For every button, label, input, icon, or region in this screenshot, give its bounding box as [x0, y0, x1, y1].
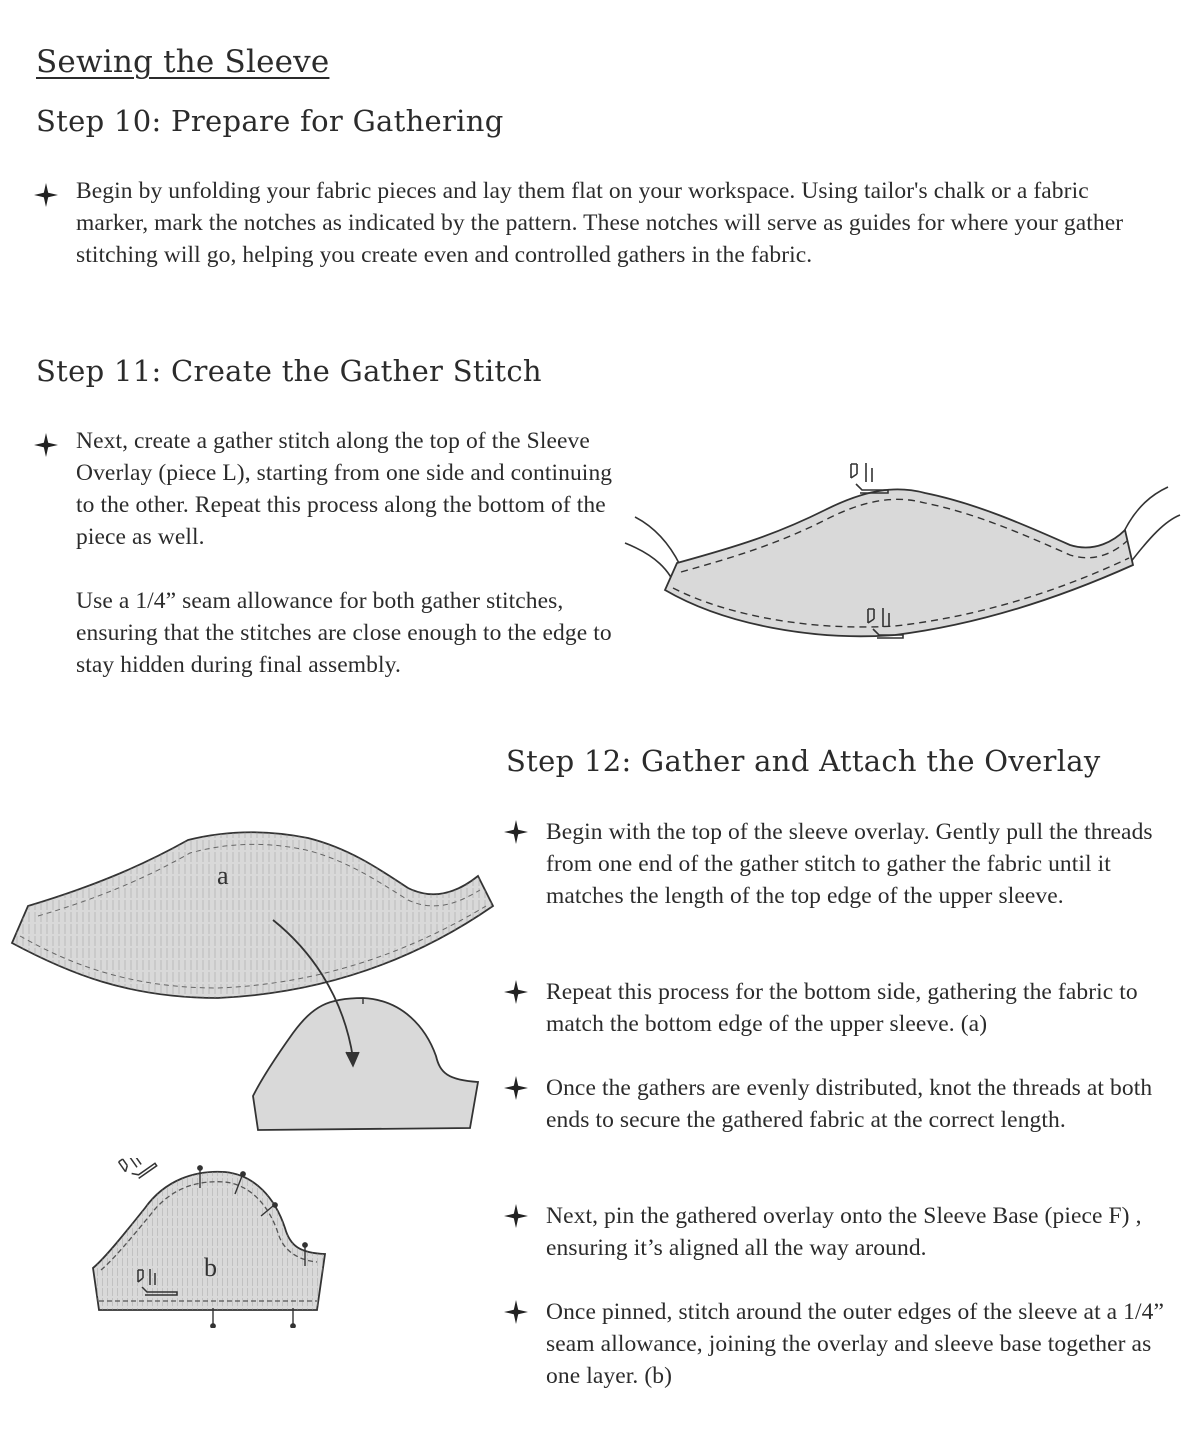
step-12-title: Step 12: Gather and Attach the Overlay [506, 744, 1101, 778]
step-12-item-5: Once pinned, stitch around the outer edges of the sleeve at a 1/4” seam allowance, joining the overlay and sleeve base together as one layer. (b) [546, 1299, 1165, 1389]
stitched-sleeve-illustration [85, 1158, 335, 1328]
section-title: Sewing the Sleeve [36, 44, 330, 80]
step-10-text [76, 175, 1156, 271]
step-11-title: Step 11: Create the Gather Stitch [36, 354, 542, 388]
gather-stitch-illustration [615, 455, 1185, 660]
figure-label-b: b [204, 1253, 217, 1282]
star-bullet-icon [34, 183, 58, 207]
step-12-item-1: Begin with the top of the sleeve overlay. Gently pull the threads from one end of the gather stitch to gather the fabric until it matches the length of the top edge of the upper sleeve. [546, 819, 1153, 909]
step-11-paragraph-1: Next, create a gather stitch along the top of the Sleeve Overlay (piece L), starting from one side and continuing to the other. Repeat this process along the bottom of the piece as well. [76, 428, 613, 550]
star-bullet-icon [34, 433, 58, 457]
star-bullet-icon [504, 1300, 528, 1324]
step-12-item-4: Next, pin the gathered overlay onto the Sleeve Base (piece F) , ensuring it’s aligned all the way around. [546, 1203, 1142, 1261]
star-bullet-icon [504, 1076, 528, 1100]
step-11-text [76, 425, 621, 681]
step-12-item-2: Repeat this process for the bottom side, gathering the fabric to match the bottom edge of the upper sleeve. (a) [546, 979, 1138, 1037]
star-bullet-icon [504, 820, 528, 844]
step-12-item-3: Once the gathers are evenly distributed, knot the threads at both ends to secure the gathered fabric at the correct length. [546, 1075, 1153, 1133]
step-11-paragraph-2: Use a 1/4” seam allowance for both gather stitches, ensuring that the stitches are close enough to the edge to stay hidden during final assembly. [76, 588, 612, 678]
step-10-paragraph-1: Begin by unfolding your fabric pieces and lay them flat on your workspace. Using tailor's chalk or a fabric marker, mark the notches as indicated by the pattern. These notches will serve as guides for where your gather stitching will go, helping you create even and controlled gathers in the fabric. [76, 178, 1124, 268]
presser-foot-icon [118, 1158, 157, 1182]
star-bullet-icon [504, 980, 528, 1004]
step-10-title: Step 10: Prepare for Gathering [36, 104, 504, 138]
figure-label-a: a [217, 861, 229, 890]
presser-foot-icon [851, 463, 888, 493]
star-bullet-icon [504, 1204, 528, 1228]
gathered-overlay-illustration [8, 828, 498, 1133]
